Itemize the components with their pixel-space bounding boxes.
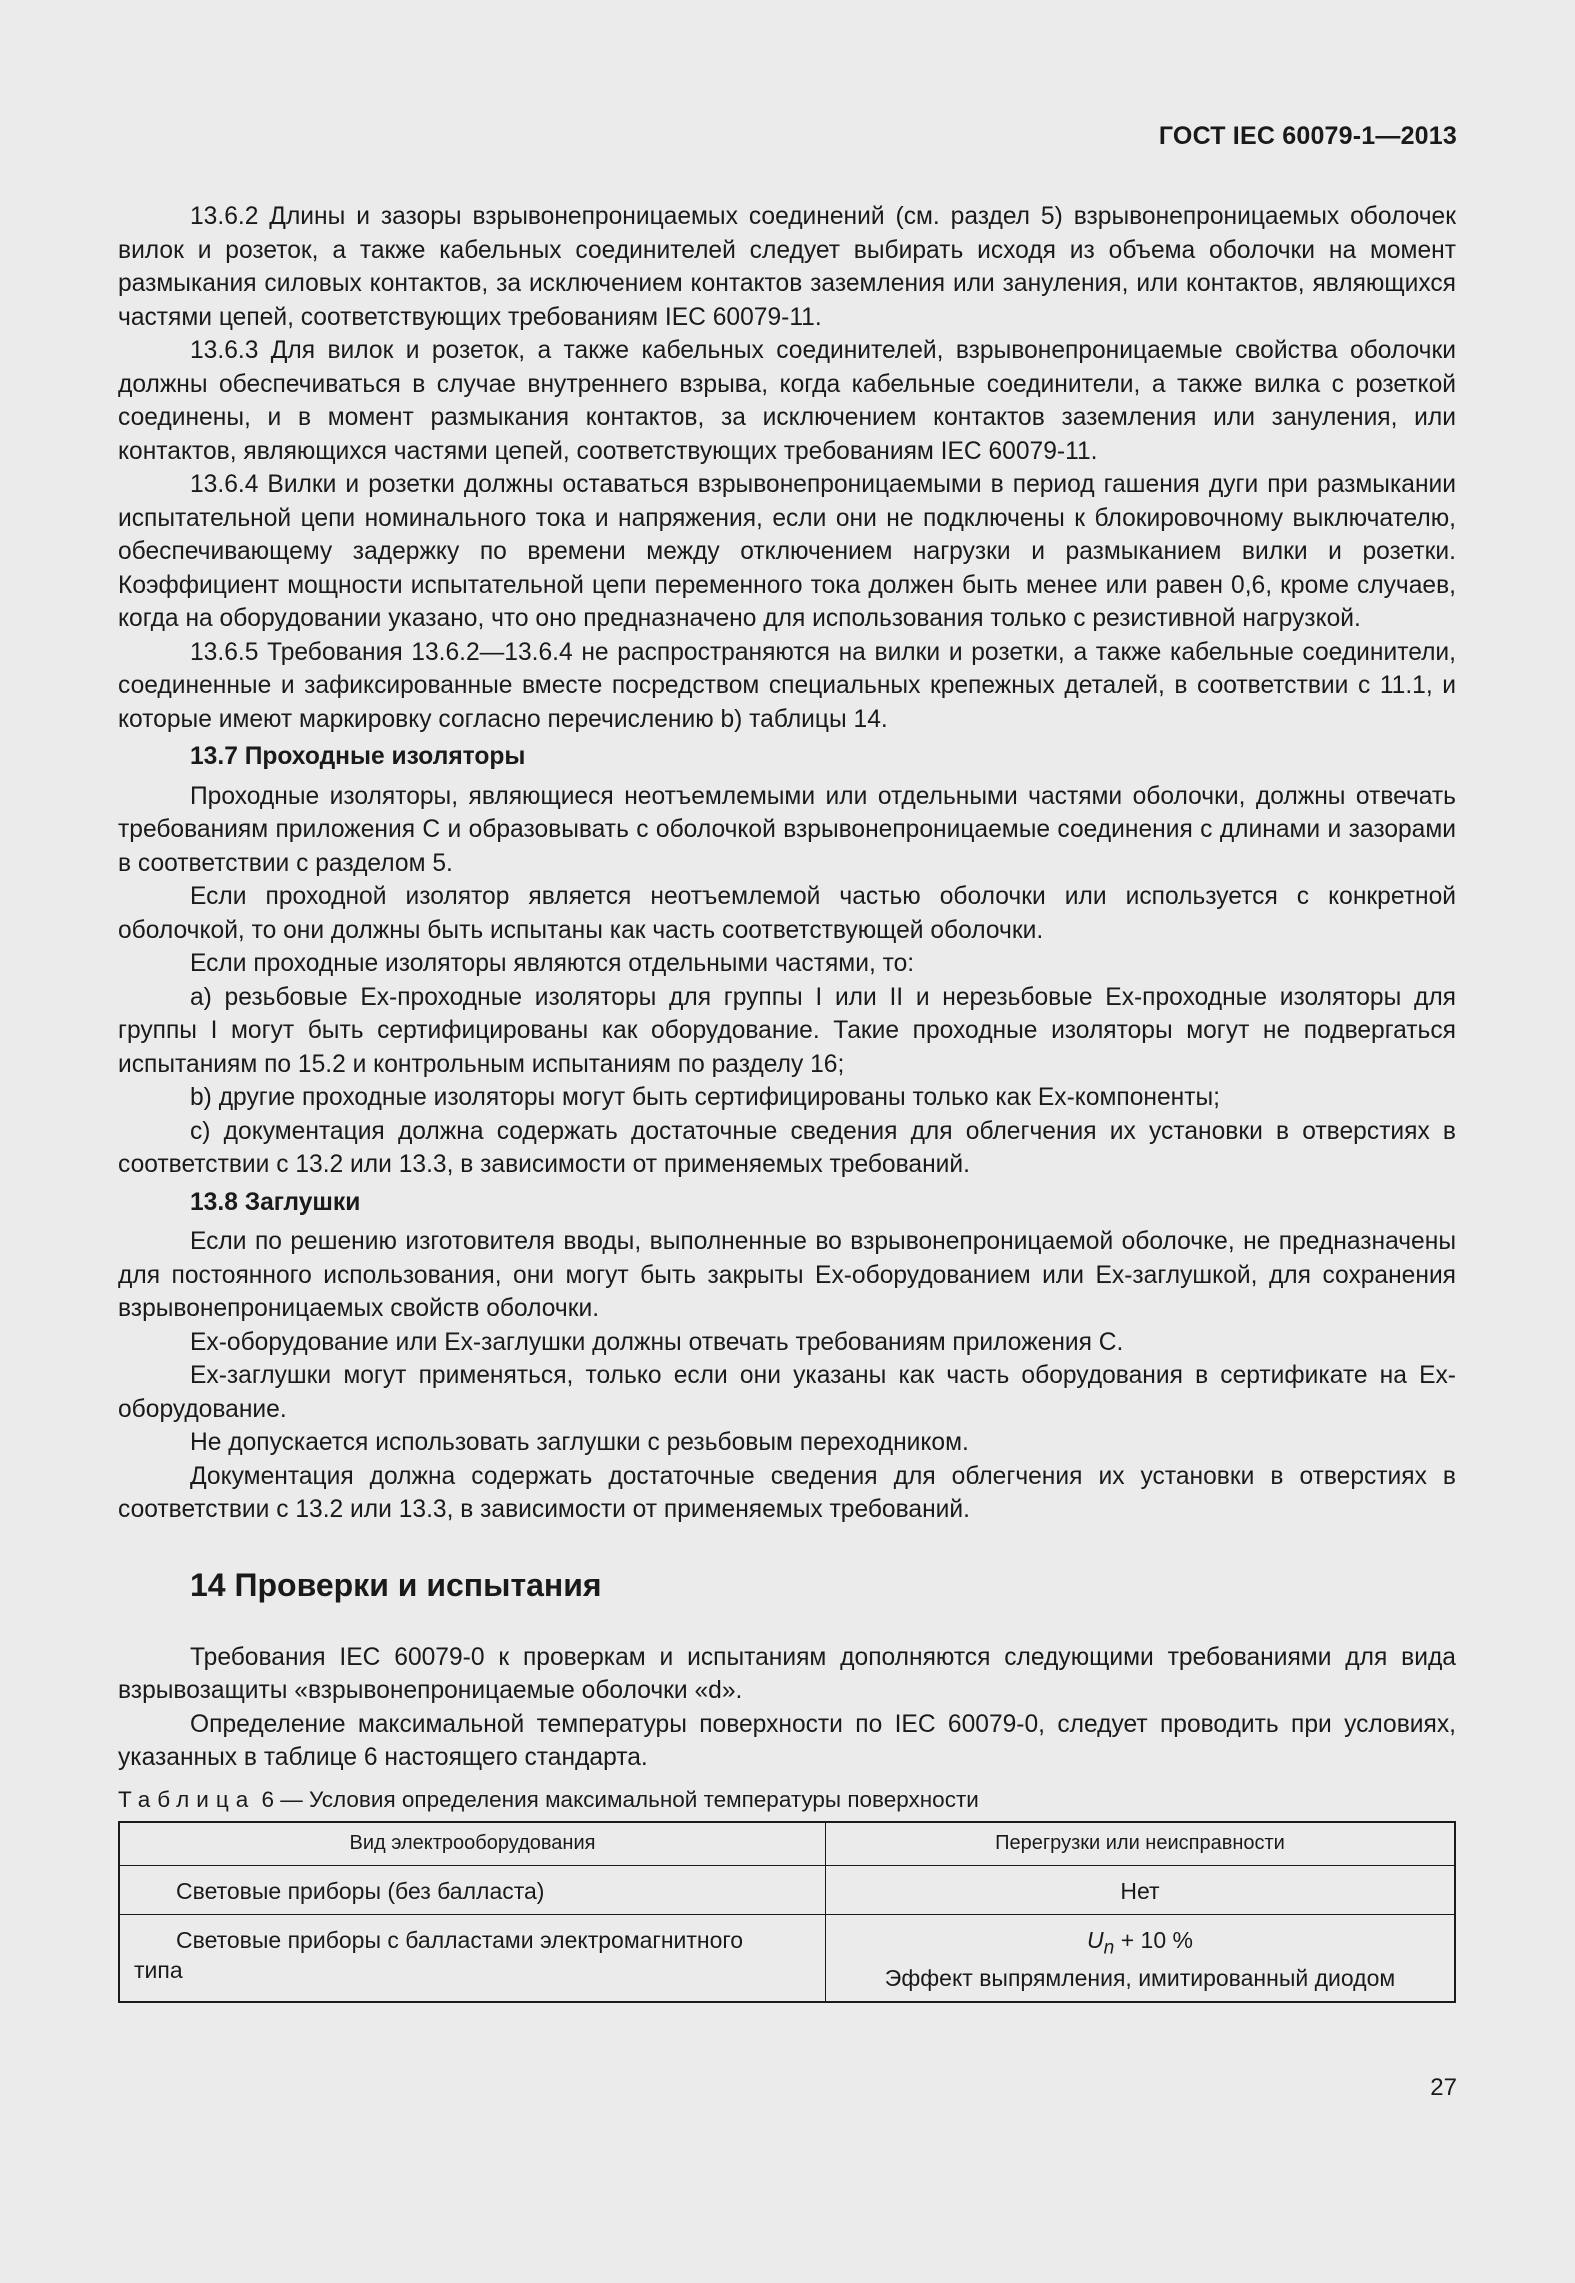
column-header-equipment: Вид электрооборудования xyxy=(119,1822,826,1866)
table-cell-equipment xyxy=(119,1865,826,1914)
list-item-a: а) резьбовые Ex-проходные изоляторы для группы I или II и нерезьбовые Ex-проходные изоляторы для группы I могут быть сертифицированы как оборудование. Такие проходные изоляторы могут не подвергаться испытаниям по 15.2 и контрольным испытаниям по разделу 16; xyxy=(118,983,1456,1078)
list-item-b: b) другие проходные изоляторы могут быть сертифицированы только как Ex-компоненты; xyxy=(190,1084,1221,1111)
paragraph-13-8-5: Документация должна содержать достаточные сведения для облегчения их установки в отверстиях в соответствии с 13.2 или 13.3, в зависимости от применяемых требований. xyxy=(118,1462,1456,1523)
cell-text-line-1: Световые приборы с балластами электромагнитного xyxy=(176,1926,744,1953)
condition-formula xyxy=(840,1925,1440,1964)
list-item-c: с) документация должна содержать достаточные сведения для облегчения их установки в отверстиях в соответствии с 13.2 или 13.3, в зависимости от применяемых требований. xyxy=(118,1117,1456,1178)
table-caption-label: Таблица xyxy=(118,1786,256,1812)
subheading-13-8: 13.8 Заглушки xyxy=(190,1188,361,1216)
paragraph-14-1: Требования IEC 60079-0 к проверкам и испытаниям дополняются следующими требованиями для вида взрывозащиты «взрывонепроницаемые оболочки «d». xyxy=(118,1643,1456,1704)
paragraph-13-6-5: 13.6.5 Требования 13.6.2—13.6.4 не распространяются на вилки и розетки, а также кабельные соединители, соединенные и зафиксированные вместе посредством специальных крепежных деталей, в соответствии с 11.1, и которые имеют маркировку согласно перечислению b) таблицы 14. xyxy=(118,638,1456,733)
cell-text: Световые приборы (без балласта) xyxy=(176,1877,545,1904)
paragraph-13-7-1: Проходные изоляторы, являющиеся неотъемлемыми или отдельными частями оболочки, должны отвечать требованиям приложения С и образовывать с оболочкой взрывонепроницаемые соединения с длинами и зазорами в соответствии с разделом 5. xyxy=(118,782,1456,877)
page-number: 27 xyxy=(1430,2074,1457,2101)
column-header-conditions: Перегрузки или неисправности xyxy=(826,1822,1456,1866)
subheading-13-7: 13.7 Проходные изоляторы xyxy=(190,743,526,770)
table-cell-condition xyxy=(826,1914,1456,2002)
paragraph-13-8-3: Ex-заглушки могут применяться, только если они указаны как часть оборудования в сертификате на Ex-оборудование. xyxy=(118,1362,1456,1423)
table-row xyxy=(119,1865,1455,1914)
paragraph-13-6-4: 13.6.4 Вилки и розетки должны оставаться взрывонепроницаемыми в период гашения дуги при размыкании испытательной цепи номинального тока и напряжения, если они не подключены к блокировочному выключателю, обеспечивающему задержку по времени между отключением нагрузки и размыканием вилки и розетки. Коэффициент мощности испытательной цепи переменного тока должен быть менее или равен 0,6, кроме случаев, когда на оборудовании указано, что оно предназначено для использования только с резистивной нагрузкой. xyxy=(118,471,1456,632)
page-content xyxy=(118,200,1456,2003)
paragraph-13-6-3: 13.6.3 Для вилок и розеток, а также кабельных соединителей, взрывонепроницаемые свойства оболочки должны обеспечиваться в случае внутреннего взрыва, когда кабельные соединители, а также вилка с розеткой соединены, и в момент размыкания контактов, за исключением контактов заземления или зануления, или контактов, являющихся частями цепей, соответствующих требованиям IEC 60079-11. xyxy=(118,337,1456,465)
section-14-title: 14 Проверки и испытания xyxy=(190,1566,602,1603)
paragraph-13-6-2: 13.6.2 Длины и зазоры взрывонепроницаемых соединений (см. раздел 5) взрывонепроницаемых оболочек вилок и розеток, а также кабельных соединителей следует выбирать исходя из объема оболочки на момент размыкания силовых контактов, за исключением контактов заземления или зануления, или контактов, являющихся частями цепей, соответствующих требованиям IEC 60079-11. xyxy=(118,203,1456,331)
table-cell-condition: Нет xyxy=(826,1865,1456,1914)
condition-tail: + 10 % xyxy=(1114,1926,1193,1953)
paragraph-13-7-3: Если проходные изоляторы являются отдельными частями, то: xyxy=(190,950,915,977)
paragraph-13-8-4: Не допускается использовать заглушки с резьбовым переходником. xyxy=(190,1429,969,1456)
cell-text-line-2: типа xyxy=(134,1956,183,1983)
condition-line-2: Эффект выпрямления, имитированный диодом xyxy=(884,1965,1396,1992)
voltage-symbol: U xyxy=(1087,1926,1104,1953)
paragraph-14-2: Определение максимальной температуры поверхности по IEC 60079-0, следует проводить при условиях, указанных в таблице 6 настоящего стандарта. xyxy=(118,1710,1456,1771)
voltage-subscript: n xyxy=(1103,1937,1115,1959)
paragraph-13-7-2: Если проходной изолятор является неотъемлемой частью оболочки или используется с конкретной оболочкой, то они должны быть испытаны как часть соответствующей оболочки. xyxy=(118,883,1456,944)
table-header-row xyxy=(119,1822,1455,1866)
table-6-caption xyxy=(118,1785,1456,1815)
document-code-header: ГОСТ IEC 60079-1—2013 xyxy=(1158,122,1457,150)
table-cell-equipment xyxy=(119,1914,826,2002)
paragraph-13-8-1: Если по решению изготовителя вводы, выполненные во взрывонепроницаемой оболочке, не предназначены для постоянного использования, они могут быть закрыты Ex-оборудованием или Ex-заглушкой, для сохранения взрывонепроницаемых свойств оболочки. xyxy=(118,1228,1456,1322)
table-caption-text: 6 — Условия определения максимальной температуры поверхности xyxy=(255,1786,979,1812)
table-6 xyxy=(118,1821,1456,2004)
table-row xyxy=(119,1914,1455,2002)
paragraph-13-8-2: Ex-оборудование или Ex-заглушки должны отвечать требованиям приложения С. xyxy=(190,1328,1124,1356)
